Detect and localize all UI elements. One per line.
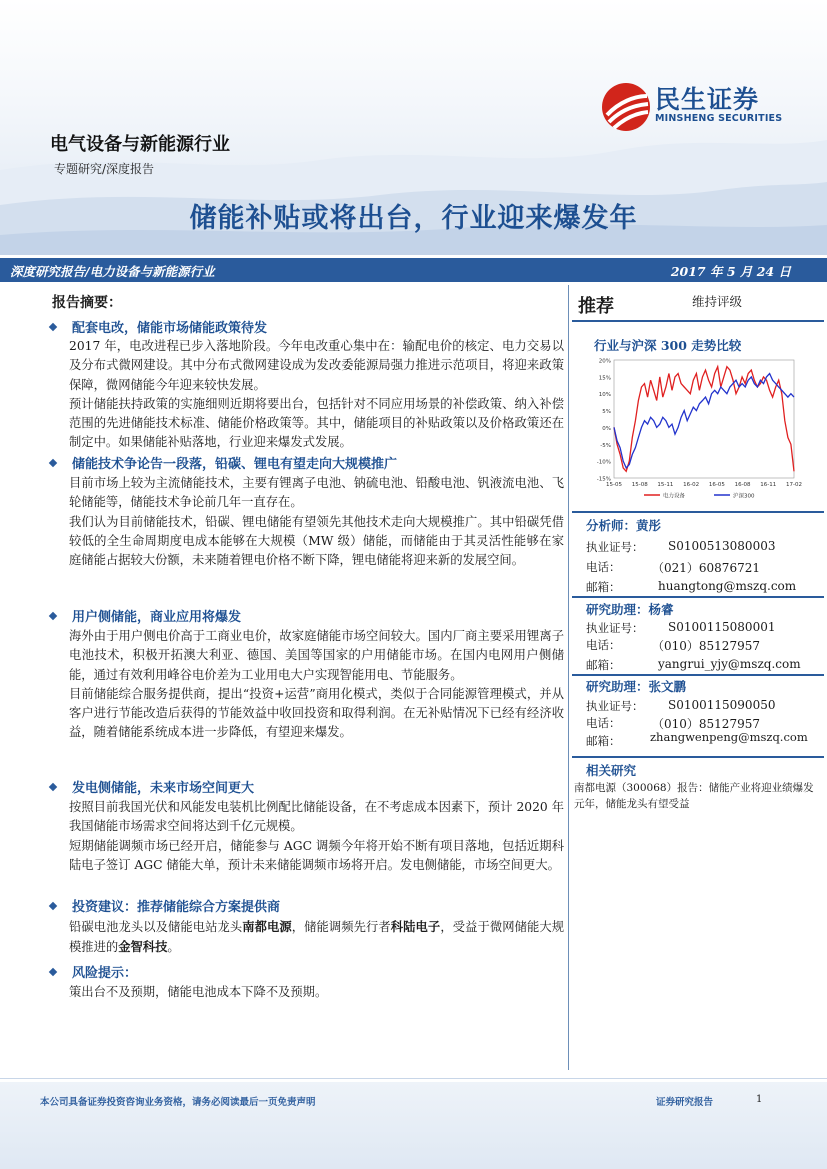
y-tick-label: -5% xyxy=(600,442,611,449)
paragraph: 按照目前我国光伏和风能发电装机比例配比储能设备，在不考虑成本因素下，预计 2020 年我国储能市场需求空间将达到千亿元规模。 xyxy=(69,800,564,834)
x-tick-label: 15-08 xyxy=(631,482,648,488)
section-body xyxy=(69,798,564,875)
investment-text: 。 xyxy=(167,940,180,955)
risk-body xyxy=(69,983,564,1002)
bullet-diamond-icon xyxy=(49,611,57,619)
report-category: 深度研究报告/电力设备与新能源行业 xyxy=(10,264,215,279)
investment-body xyxy=(69,917,564,958)
x-tick-label: 15-11 xyxy=(657,482,674,488)
investment-text: ，受益于微网储能大规模推进的 xyxy=(69,920,564,955)
y-tick-label: 10% xyxy=(598,392,611,399)
bullet-diamond-icon xyxy=(49,322,57,330)
y-tick-label: 0% xyxy=(602,425,611,432)
footer-divider xyxy=(0,1078,827,1079)
bullet-diamond-icon xyxy=(49,782,57,790)
divider xyxy=(572,756,824,758)
divider xyxy=(572,511,824,513)
footer-disclaimer: 本公司具备证券投资咨询业务资格，请务必阅读最后一页免责声明 xyxy=(40,1097,316,1108)
industry-title: 电气设备与新能源行业 xyxy=(50,134,230,155)
y-tick-label: -15% xyxy=(596,476,611,483)
analyst-value: （010）85127957 xyxy=(652,717,760,731)
divider xyxy=(572,674,824,676)
report-date: 2017 年 5 月 24 日 xyxy=(670,264,791,279)
investment-text: 铅碳电池龙头以及储能电站龙头 xyxy=(69,920,243,934)
section-heading xyxy=(50,962,137,981)
logo-english-name: MINSHENG SECURITIES xyxy=(655,113,783,124)
analyst-label: 执业证号： xyxy=(586,540,644,554)
page-number: 1 xyxy=(756,1094,763,1105)
analyst-value: （021）60876721 xyxy=(652,561,760,575)
analyst-value: zhangwenpeng@mszq.com xyxy=(650,730,808,744)
rating-note: 维持评级 xyxy=(692,294,743,309)
analyst-role: 研究助理：张文鹏 xyxy=(586,679,687,694)
analyst-label: 邮箱： xyxy=(586,734,621,748)
company-name: 金智科技 xyxy=(118,939,168,955)
analyst-value: huangtong@mszq.com xyxy=(658,579,797,593)
footer-brand: 证券研究报告 xyxy=(656,1097,714,1108)
section-heading xyxy=(50,777,254,796)
y-tick-label: 5% xyxy=(602,409,611,416)
paragraph: 预计储能扶持政策的实施细则近期将要出台，包括针对不同应用场景的补偿政策、纳入补偿范围的先进储能技术标准、储能价格政策等。其中，储能项目的补贴政策以及价格政策还在制定中。如果储能补贴落地，行业迎来爆发式发展。 xyxy=(69,396,564,450)
company-name: 南都电源 xyxy=(242,919,292,934)
x-tick-label: 16-11 xyxy=(760,482,777,488)
analyst-value: （010）85127957 xyxy=(652,639,760,653)
section-heading xyxy=(50,453,397,472)
analyst-label: 电话： xyxy=(586,560,621,574)
analyst-label: 电话： xyxy=(586,716,621,730)
y-tick-label: 15% xyxy=(598,375,611,382)
related-text: 南都电源（300068）报告：储能产业将迎业绩爆发元年，储能龙头有望受益 xyxy=(574,782,814,810)
legend-label: 电力设备 xyxy=(663,493,686,500)
section-body xyxy=(69,627,564,743)
section-heading xyxy=(50,606,241,625)
analyst-label: 电话： xyxy=(586,638,621,652)
company-name: 科陆电子 xyxy=(390,919,441,934)
y-tick-label: 20% xyxy=(598,358,611,365)
paragraph: 我们认为目前储能技术，铅碳、锂电储能有望领先其他技术走向大规模推广。其中铅碳凭借较低的全生命周期度电成本能够在大规模（MW 级）储能，而储能由于其灵活性能够在家庭储能占据较大份额，未来随着锂电价格不断下降，锂电储能将迎来新的发展空间。 xyxy=(69,514,564,568)
investment-text: ，储能调频先行者 xyxy=(291,920,391,934)
analyst-label: 执业证号： xyxy=(586,621,644,635)
analyst-value: S0100513080003 xyxy=(668,539,776,553)
x-tick-label: 16-02 xyxy=(683,482,700,488)
legend-label: 沪深300 xyxy=(733,493,755,500)
section-heading-text: 配套电改，储能市场储能政策待发 xyxy=(72,321,268,336)
divider xyxy=(572,596,824,598)
bullet-diamond-icon xyxy=(49,901,57,909)
analyst-label: 邮箱： xyxy=(586,580,621,594)
section-heading-text: 发电侧储能，未来市场空间更大 xyxy=(72,781,255,796)
analyst-label: 执业证号： xyxy=(586,699,644,713)
logo-chinese-name: 民生证券 xyxy=(655,85,760,114)
risk-heading: 风险提示： xyxy=(72,966,138,981)
x-tick-label: 16-05 xyxy=(708,482,725,488)
bullet-diamond-icon xyxy=(49,967,57,975)
section-body xyxy=(69,474,564,570)
bullet-diamond-icon xyxy=(49,458,57,466)
series-line-industry xyxy=(614,367,794,472)
paragraph xyxy=(69,917,564,958)
plot-area xyxy=(614,360,794,478)
paragraph: 海外由于用户侧电价高于工商业电价，故家庭储能市场空间较大。国内厂商主要采用锂离子电池技术，积极开拓澳大利亚、德国、美国等国家的户用储能市场。在国内电网用户侧储能，通过有效利用峰谷电价差为工业用电大户实现智能用电、节能服务。 xyxy=(69,629,564,682)
paragraph: 短期储能调频市场已经开启，储能参与 AGC 调频今年将开始不断有项目落地，包括近期科陆电子签订 AGC 储能大单，预计未来储能调频市场将开启。发电侧储能，市场空间更大。 xyxy=(69,838,564,872)
paragraph: 目前市场上较为主流储能技术，主要有锂离子电池、钠硫电池、铅酸电池、钒液流电池、飞轮储能等，储能技术争论前几年一直存在。 xyxy=(69,476,564,510)
section-heading-text: 用户侧储能，商业应用将爆发 xyxy=(72,610,242,625)
report-subtype: 专题研究/深度报告 xyxy=(54,162,155,176)
analyst-value: S0100115090050 xyxy=(668,698,776,712)
section-heading-text: 储能技术争论告一段落，铅碳、锂电有望走向大规模推广 xyxy=(72,457,398,472)
chart xyxy=(588,356,800,508)
related-heading: 相关研究 xyxy=(586,763,637,778)
section-body xyxy=(69,337,564,453)
abstract-label: 报告摘要： xyxy=(52,295,122,311)
page-title: 储能补贴或将出台，行业迎来爆发年 xyxy=(189,203,638,234)
report-info-bar xyxy=(0,258,827,282)
chart-svg xyxy=(588,356,800,504)
paragraph: 策出台不及预期，储能电池成本下降不及预期。 xyxy=(69,985,328,999)
paragraph: 2017 年，电改进程已步入落地阶段。今年电改重心集中在：输配电价的核定、电力交易以及分布式微网建设。其中分布式微网建设成为发改委能源局强力推进示范项目，将迎来政策保障，微网储能今年迎来较快发展。 xyxy=(69,339,564,392)
divider xyxy=(572,320,824,322)
x-tick-label: 17-02 xyxy=(786,482,802,488)
column-divider xyxy=(568,285,569,1070)
company-logo xyxy=(601,80,801,136)
section-heading xyxy=(50,317,267,336)
analyst-label: 邮箱： xyxy=(586,658,621,672)
analyst-value: S0100115080001 xyxy=(668,620,776,634)
x-tick-label: 15-05 xyxy=(606,482,622,488)
section-heading xyxy=(50,896,280,915)
y-tick-label: -10% xyxy=(596,459,611,466)
analyst-role: 分析师：黄彤 xyxy=(586,518,662,533)
x-tick-label: 16-08 xyxy=(734,482,751,488)
analyst-value: yangrui_yjy@mszq.com xyxy=(658,657,801,671)
rating: 推荐 xyxy=(578,296,614,317)
logo-mark-icon xyxy=(601,82,651,132)
analyst-role: 研究助理：杨睿 xyxy=(586,602,674,617)
investment-heading: 投资建议：推荐储能综合方案提供商 xyxy=(72,900,281,915)
paragraph: 目前储能综合服务提供商，提出“投资+运营”商用化模式，类似于合同能源管理模式，并从客户进行节能改造后获得的节能效益中收回投资和取得利润。在无补贴情况下已经有经济收益，随着储能系统成本进一步降低，有望迎来爆发。 xyxy=(69,686,564,740)
chart-title: 行业与沪深 300 走势比较 xyxy=(594,338,742,353)
